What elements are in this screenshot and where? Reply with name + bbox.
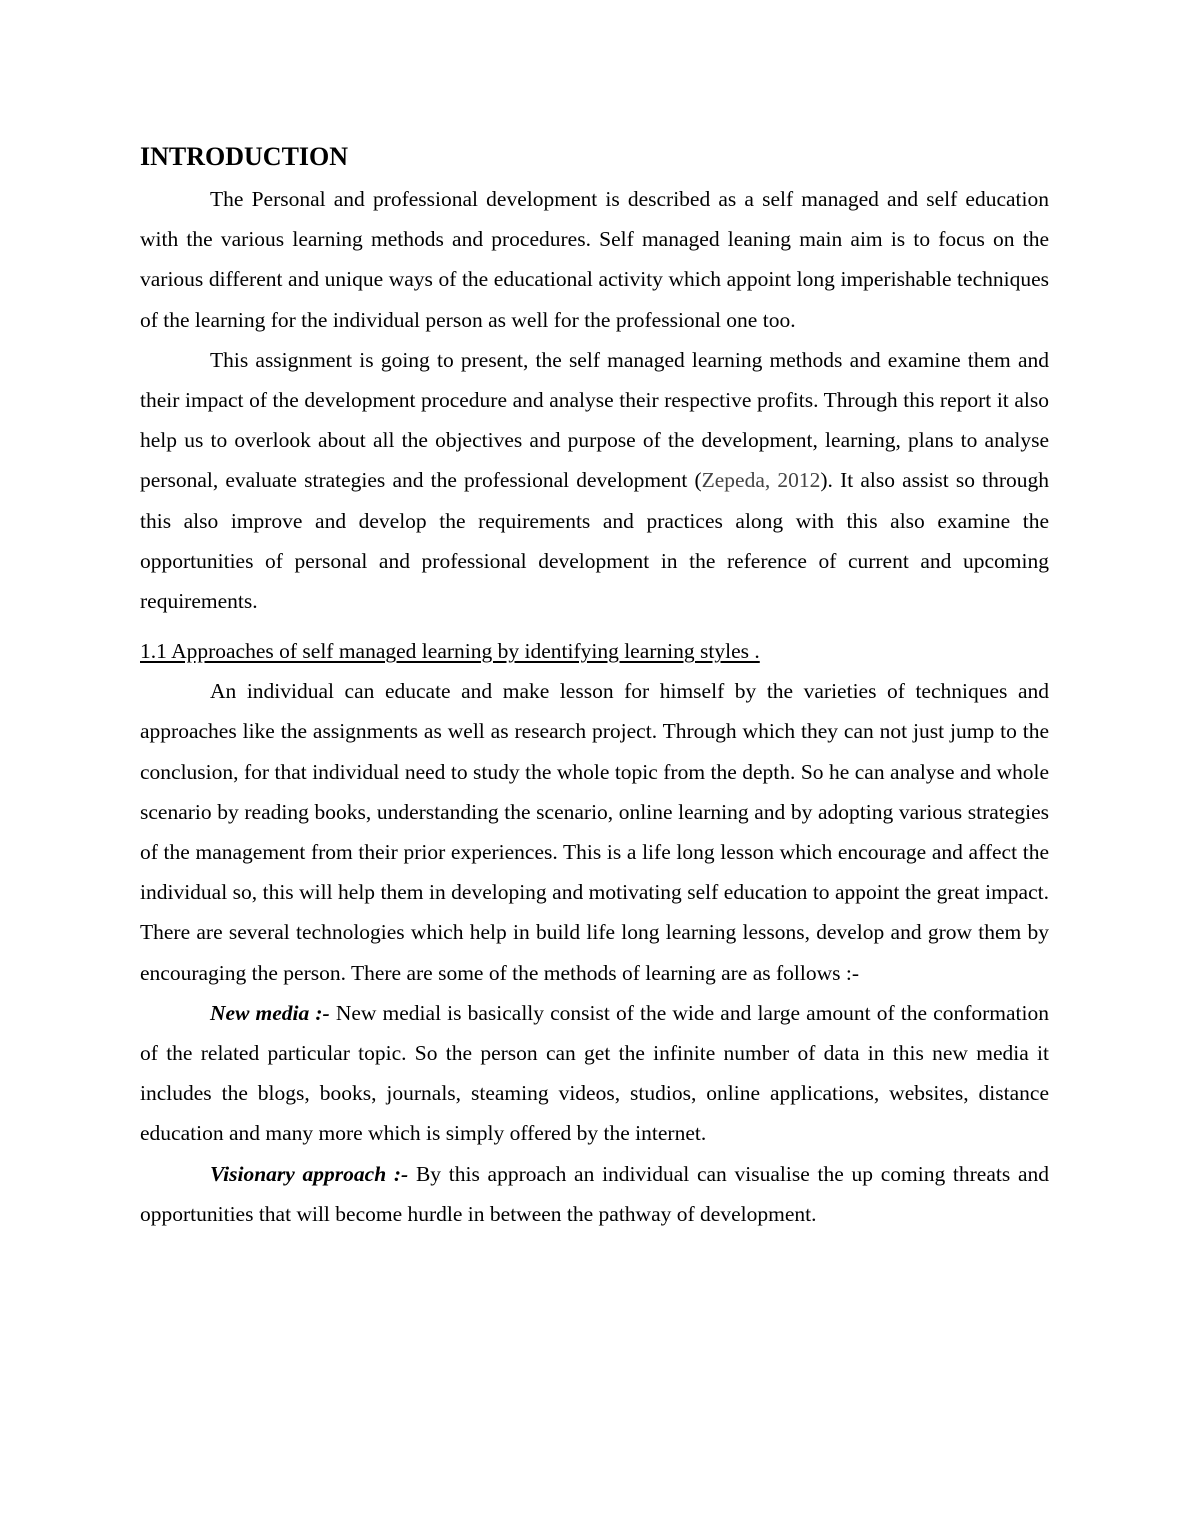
new-media-term: New media :-: [210, 1000, 330, 1025]
intro-paragraph-2-text-a: This assignment is going to present, the self managed learning methods and examine them and their impact of the development procedure and analyse their respective profits. Through this report it also help us to overlook about all the objectives and purpose of the development, learning, plans to analyse personal, evaluate strategies and the professional development (: [140, 347, 1049, 493]
intro-paragraph-1: The Personal and professional development is described as a self managed and self education with the various learning methods and procedures. Self managed leaning main aim is to focus on the various different and unique ways of the educational activity which appoint long imperishable techniques of the learning for the individual person as well for the professional one too.: [140, 187, 1049, 332]
document-page: [140, 141, 1049, 1234]
visionary-paragraph: [140, 1154, 1049, 1234]
visionary-text: By this approach an individual can visualise the up coming threats and opportunities that will become hurdle in between the pathway of development.: [140, 1161, 1049, 1226]
new-media-paragraph: [140, 993, 1049, 1154]
section-heading: 1.1 Approaches of self managed learning by identifying learning styles .: [140, 639, 760, 664]
citation-link: Zepeda, 2012: [701, 468, 821, 493]
intro-paragraph-2: [140, 340, 1049, 621]
page-title: INTRODUCTION: [140, 142, 349, 171]
new-media-text: New medial is basically consist of the wide and large amount of the conformation of the related particular topic. So the person can get the infinite number of data in this new media it includes the blogs, books, journals, steaming videos, studios, online applications, websites, distance education and many more which is simply offered by the internet.: [140, 1000, 1049, 1146]
visionary-term: Visionary approach :-: [210, 1161, 409, 1186]
intro-paragraph-2-text-b: ). It also assist so through this also improve and develop the requirements and practices along with this also examine the opportunities of personal and professional development in the reference of current and upcoming requirements.: [140, 468, 1049, 614]
section-paragraph-1: An individual can educate and make lesson for himself by the varieties of techniques and approaches like the assignments as well as research project. Through which they can not just jump to the conclusion, for that individual need to study the whole topic from the depth. So he can analyse and whole scenario by reading books, understanding the scenario, online learning and by adopting various strategies of the management from their prior experiences. This is a life long lesson which encourage and affect the individual so, this will help them in developing and motivating self education to appoint the great impact. There are several technologies which help in build life long learning lessons, develop and grow them by encouraging the person. There are some of the methods of learning are as follows :-: [140, 679, 1049, 985]
